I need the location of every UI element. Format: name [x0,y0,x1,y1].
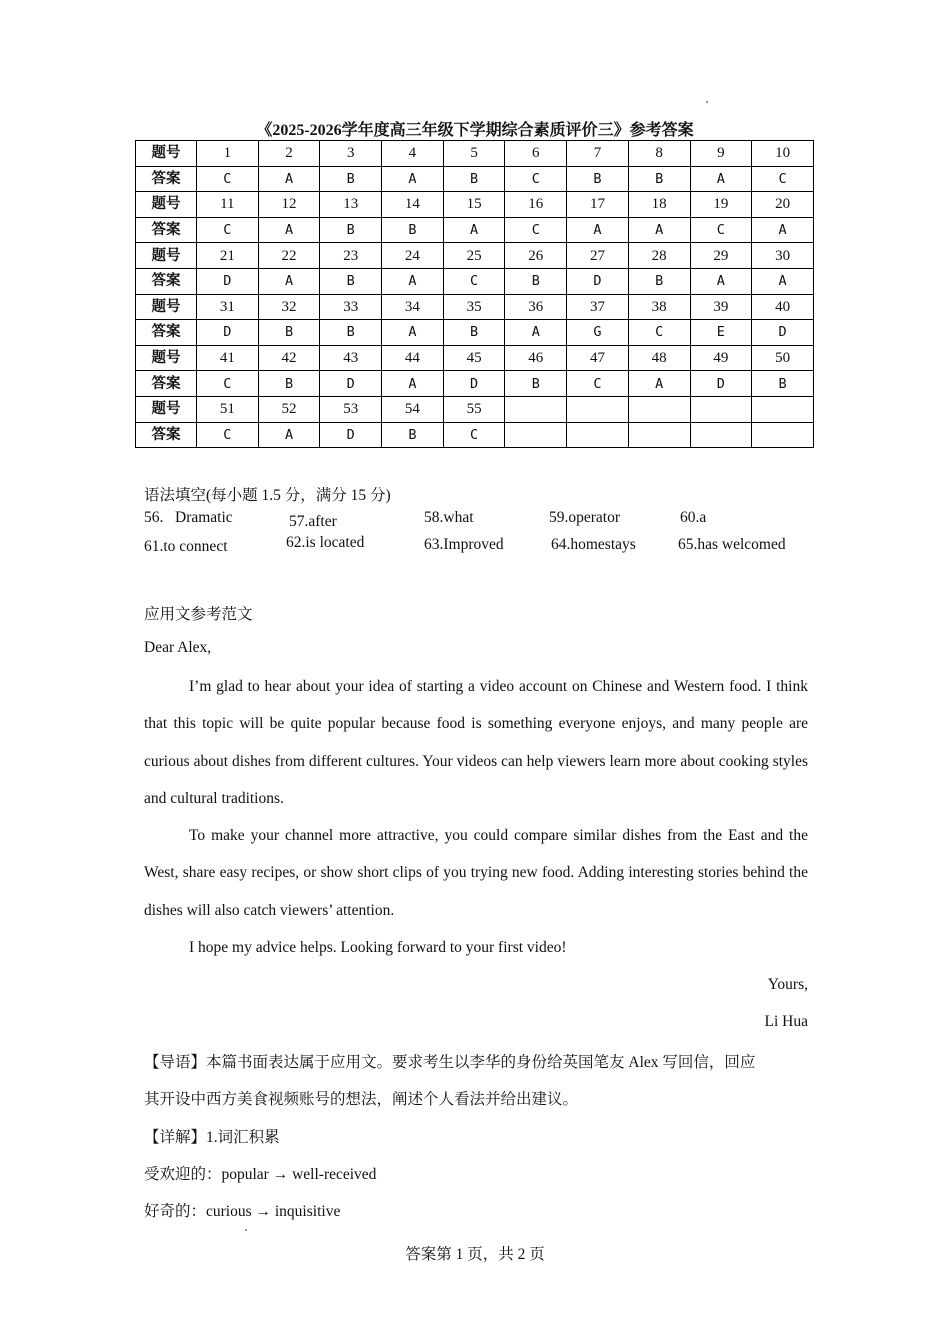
grammar-answer: 60.a [680,509,707,526]
answer-table [135,140,814,448]
question-number-cell: 31 [197,294,259,320]
question-number-cell [567,396,629,422]
grammar-answer: 62.is located [286,534,365,551]
answer-cell: C [197,422,259,448]
question-number-cell: 6 [505,141,567,167]
question-number-cell: 30 [752,243,814,269]
question-number-cell: 2 [258,141,320,167]
answer-cell: C [567,371,629,397]
answer-cell: B [320,166,382,192]
answer-cell: A [382,166,444,192]
table-row-answers [136,320,814,346]
question-number-cell: 50 [752,345,814,371]
page-footer: 答案第 1 页，共 2 页 [405,1246,545,1263]
question-number-cell: 38 [628,294,690,320]
answer-cell: A [443,217,505,243]
answer-cell: C [752,166,814,192]
question-number-cell: 44 [382,345,444,371]
question-number-cell: 29 [690,243,752,269]
question-number-cell: 27 [567,243,629,269]
grammar-answer: 57.after [289,513,337,530]
answer-cell [505,422,567,448]
writing-heading: 应用文参考范文 [144,606,253,623]
answer-cell: A [258,166,320,192]
grammar-heading: 语法填空(每小题 1.5 分，满分 15 分) [144,487,391,504]
answer-cell: B [443,320,505,346]
answer-cell: A [505,320,567,346]
question-number-cell: 53 [320,396,382,422]
guide-line: 其开设中西方美食视频账号的想法，阐述个人看法并给出建议。 [144,1091,579,1108]
question-number-cell: 40 [752,294,814,320]
vocab-item: 好奇的：curious → inquisitive [144,1203,341,1220]
letter-signature: Li Hua [764,1013,808,1030]
question-number-cell: 24 [382,243,444,269]
question-number-cell: 8 [628,141,690,167]
answer-cell: B [443,166,505,192]
answer-cell: C [197,217,259,243]
answer-cell: B [628,166,690,192]
answer-cell: C [628,320,690,346]
answer-cell: B [752,371,814,397]
answer-cell: B [505,268,567,294]
question-number-cell: 55 [443,396,505,422]
answer-cell: B [320,320,382,346]
answer-cell: D [197,320,259,346]
guide-line: 【导语】本篇书面表达属于应用文。要求考生以李华的身份给英国笔友 Alex 写回信，回应 [144,1054,756,1071]
answer-cell: C [197,371,259,397]
detail-heading: 【详解】1.词汇积累 [144,1129,280,1146]
answer-cell [567,422,629,448]
row-label-number: 题号 [136,192,197,218]
row-label-number: 题号 [136,345,197,371]
answer-cell: A [752,268,814,294]
answer-cell: A [382,371,444,397]
row-label-answer: 答案 [136,166,197,192]
question-number-cell: 37 [567,294,629,320]
question-number-cell: 52 [258,396,320,422]
answer-cell: B [258,320,320,346]
question-number-cell: 7 [567,141,629,167]
answer-cell: A [752,217,814,243]
row-label-number: 题号 [136,141,197,167]
answer-cell: D [443,371,505,397]
table-row-answers [136,166,814,192]
question-number-cell: 21 [197,243,259,269]
question-number-cell: 16 [505,192,567,218]
table-row-answers [136,268,814,294]
question-number-cell: 48 [628,345,690,371]
question-number-cell: 9 [690,141,752,167]
grammar-answer: 58.what [424,509,474,526]
question-number-cell: 45 [443,345,505,371]
letter-paragraph: I hope my advice helps. Looking forward to your first video! [189,939,567,957]
letter-paragraph: I’m glad to hear about your idea of starting a video account on Chinese and Western food. I think that this topic will be quite popular because food is something everyone enjoys, and many people are curious about dishes from different cultures. Your videos can help viewers learn more about cooking styles and cultural traditions. [144,678,808,807]
answer-cell: C [443,422,505,448]
table-row-numbers [136,294,814,320]
question-number-cell: 39 [690,294,752,320]
answer-cell [752,422,814,448]
answer-cell: B [320,217,382,243]
question-number-cell: 3 [320,141,382,167]
question-number-cell: 4 [382,141,444,167]
letter-paragraph: To make your channel more attractive, you could compare similar dishes from the East and the West, share easy recipes, or show short clips of you trying new food. Adding interesting stories behind the dishes will also catch viewers’ attention. [144,827,808,919]
question-number-cell: 49 [690,345,752,371]
row-label-answer: 答案 [136,268,197,294]
question-number-cell: 36 [505,294,567,320]
answer-cell: B [382,217,444,243]
row-label-answer: 答案 [136,217,197,243]
answer-cell: B [320,268,382,294]
question-number-cell: 11 [197,192,259,218]
answer-cell: A [628,371,690,397]
question-number-cell: 15 [443,192,505,218]
answer-cell: D [567,268,629,294]
answer-cell: A [382,320,444,346]
question-number-cell: 46 [505,345,567,371]
answer-cell: A [567,217,629,243]
vocab-item: 受欢迎的：popular → well-received [144,1166,377,1183]
question-number-cell: 5 [443,141,505,167]
scan-dot [706,101,708,103]
table-row-numbers [136,141,814,167]
answer-cell: B [628,268,690,294]
answer-cell: C [505,166,567,192]
grammar-answer: 65.has welcomed [678,536,786,553]
table-row-answers [136,217,814,243]
scan-dot [245,1229,247,1231]
table-row-numbers [136,396,814,422]
answer-cell: A [690,268,752,294]
answer-cell: A [258,422,320,448]
row-label-number: 题号 [136,243,197,269]
answer-cell: A [628,217,690,243]
question-number-cell: 26 [505,243,567,269]
question-number-cell: 28 [628,243,690,269]
answer-cell: C [197,166,259,192]
answer-cell: G [567,320,629,346]
question-number-cell: 47 [567,345,629,371]
answer-cell [690,422,752,448]
row-label-number: 题号 [136,396,197,422]
question-number-cell: 41 [197,345,259,371]
answer-cell: D [320,371,382,397]
answer-cell: A [382,268,444,294]
page-title: 《2025-2026学年度高三年级下学期综合素质评价三》参考答案 [256,122,694,139]
question-number-cell: 20 [752,192,814,218]
letter-closing: Yours, [767,976,808,993]
grammar-answer: 64.homestays [551,536,636,553]
question-number-cell: 18 [628,192,690,218]
answer-cell: D [690,371,752,397]
grammar-answer: 56. Dramatic [144,509,233,526]
answer-cell: A [258,217,320,243]
answer-cell: A [258,268,320,294]
question-number-cell: 25 [443,243,505,269]
question-number-cell: 33 [320,294,382,320]
grammar-answer: 63.Improved [424,536,504,553]
answer-cell: D [752,320,814,346]
letter-body [144,668,808,966]
question-number-cell: 35 [443,294,505,320]
grammar-answer: 61.to connect [144,538,228,555]
answer-cell: C [443,268,505,294]
row-label-answer: 答案 [136,320,197,346]
answer-cell: B [382,422,444,448]
question-number-cell: 17 [567,192,629,218]
question-number-cell: 10 [752,141,814,167]
table-row-answers [136,422,814,448]
question-number-cell [628,396,690,422]
question-number-cell: 14 [382,192,444,218]
answer-cell: A [690,166,752,192]
question-number-cell: 22 [258,243,320,269]
answer-cell: D [320,422,382,448]
table-row-numbers [136,243,814,269]
question-number-cell [505,396,567,422]
answer-cell [628,422,690,448]
answer-cell: B [505,371,567,397]
question-number-cell: 51 [197,396,259,422]
table-row-answers [136,371,814,397]
answer-cell: C [505,217,567,243]
answer-cell: D [197,268,259,294]
question-number-cell: 23 [320,243,382,269]
row-label-answer: 答案 [136,422,197,448]
table-row-numbers [136,345,814,371]
answer-cell: B [567,166,629,192]
question-number-cell: 43 [320,345,382,371]
question-number-cell [690,396,752,422]
question-number-cell: 54 [382,396,444,422]
question-number-cell: 1 [197,141,259,167]
answer-cell: E [690,320,752,346]
question-number-cell: 34 [382,294,444,320]
question-number-cell [752,396,814,422]
question-number-cell: 32 [258,294,320,320]
table-row-numbers [136,192,814,218]
row-label-number: 题号 [136,294,197,320]
grammar-answer: 59.operator [549,509,621,526]
question-number-cell: 13 [320,192,382,218]
question-number-cell: 19 [690,192,752,218]
question-number-cell: 42 [258,345,320,371]
row-label-answer: 答案 [136,371,197,397]
letter-salutation: Dear Alex, [144,639,212,656]
answer-cell: B [258,371,320,397]
answer-cell: C [690,217,752,243]
question-number-cell: 12 [258,192,320,218]
